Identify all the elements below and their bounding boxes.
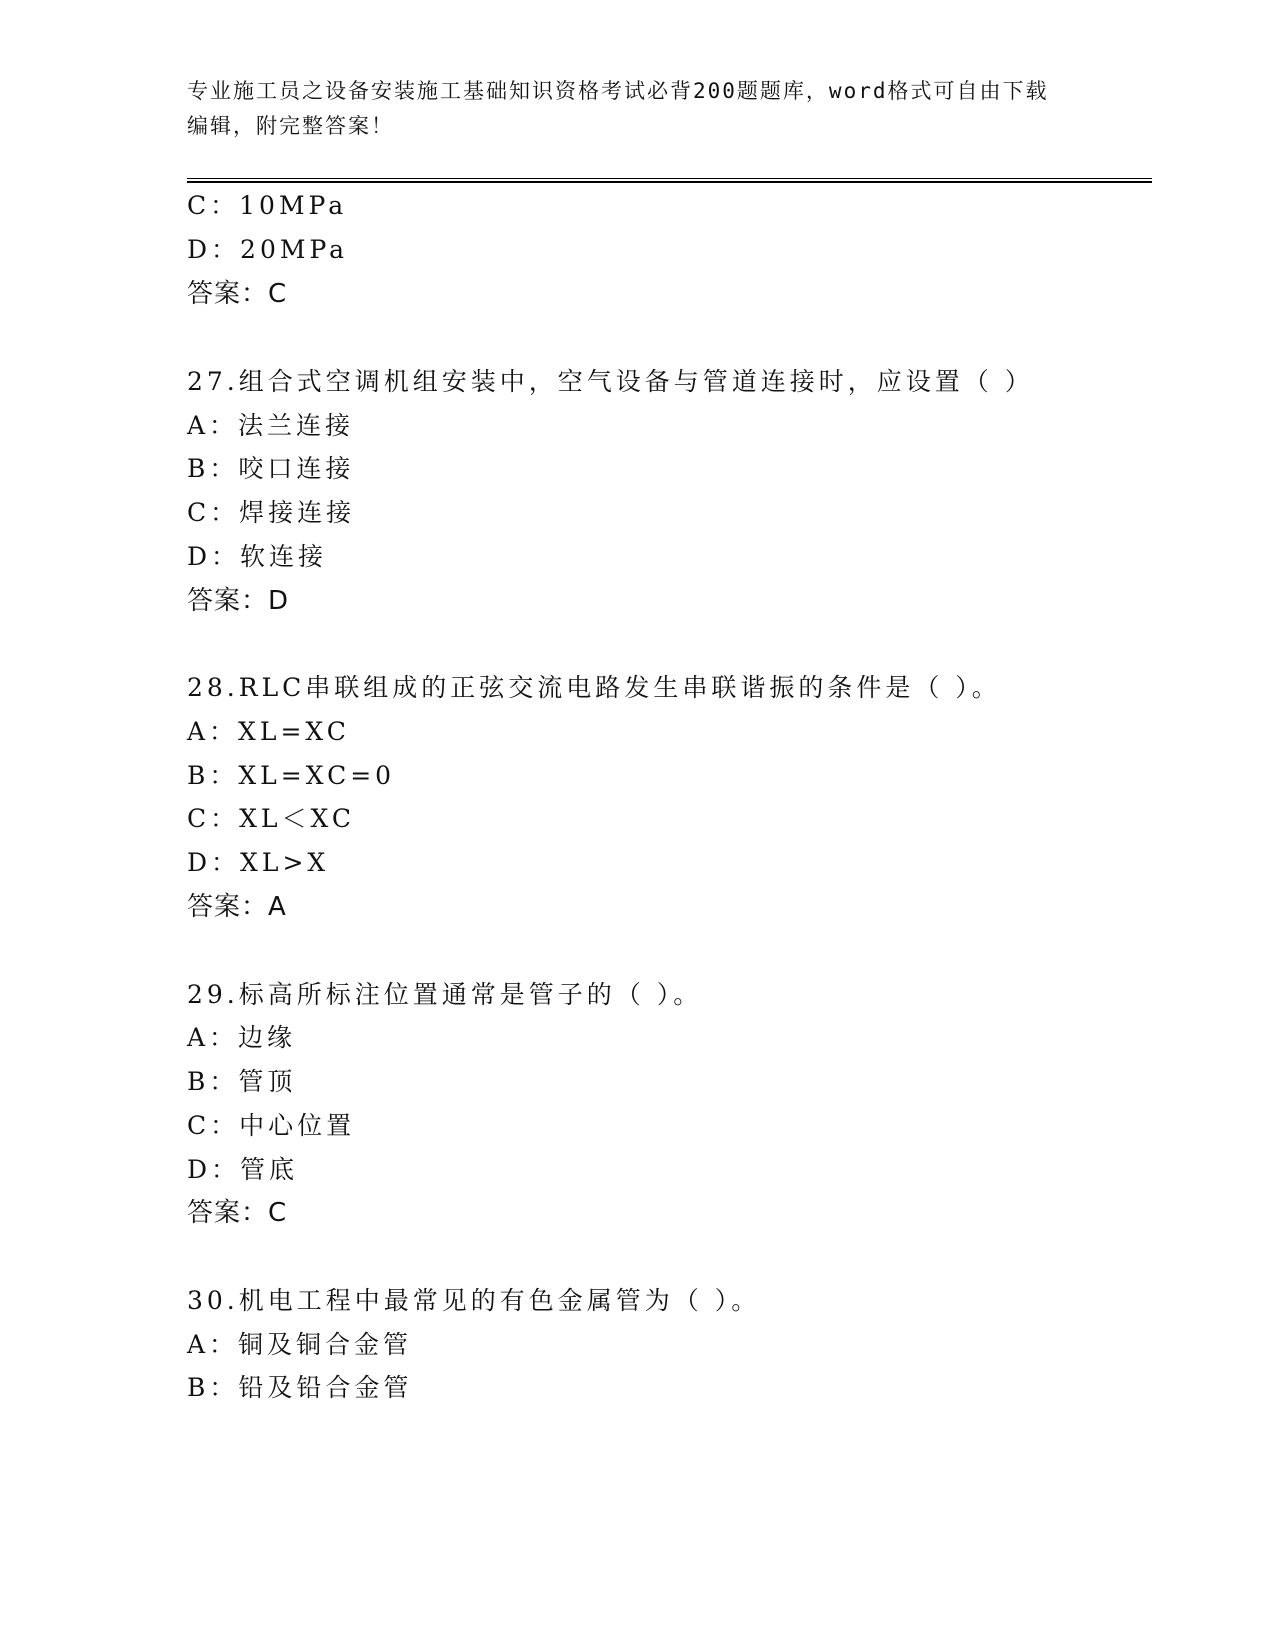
q29-option-c: C：中心位置 <box>187 1111 356 1140</box>
q27-option-a: A：法兰连接 <box>187 411 355 440</box>
q28-option-b: B：XL=XC=0 <box>187 761 396 790</box>
q29-answer: 答案：C <box>187 1198 288 1228</box>
q27-option-b: B：咬口连接 <box>187 454 355 483</box>
q30-stem: 30.机电工程中最常见的有色金属管为（ ）。 <box>187 1286 761 1315</box>
q29-option-b: B：管顶 <box>187 1067 297 1096</box>
q29-option-d: D：管底 <box>187 1155 299 1184</box>
q28-option-a: A：XL=XC <box>187 717 350 746</box>
q29-stem: 29.标高所标注位置通常是管子的（ ）。 <box>187 980 703 1009</box>
q30-option-a: A：铜及铜合金管 <box>187 1330 413 1359</box>
q28-answer: 答案：A <box>187 892 287 922</box>
q27-option-c: C：焊接连接 <box>187 498 356 527</box>
q26-option-d: D：20MPa <box>187 235 349 264</box>
q26-option-c: C：10MPa <box>187 191 348 220</box>
header-divider-thick <box>187 181 1152 183</box>
q27-option-d: D：软连接 <box>187 542 328 571</box>
q26-answer: 答案：C <box>187 279 288 309</box>
document-header: 专业施工员之设备安装施工基础知识资格考试必背200题题库，word格式可自由下载编辑，附完整答案！ <box>187 79 1049 138</box>
q29-option-a: A：边缘 <box>187 1023 297 1052</box>
q28-option-c: C：XL＜XC <box>187 804 356 833</box>
header-divider-thin <box>187 178 1152 179</box>
q28-stem: 28.RLC串联组成的正弦交流电路发生串联谐振的条件是（ ）。 <box>187 673 1001 702</box>
q30-option-b: B：铅及铅合金管 <box>187 1373 413 1402</box>
q27-answer: 答案：D <box>187 586 290 616</box>
q28-option-d: D：XL>X <box>187 848 330 877</box>
q27-stem: 27.组合式空调机组安装中，空气设备与管道连接时，应设置（ ） <box>187 367 1034 396</box>
